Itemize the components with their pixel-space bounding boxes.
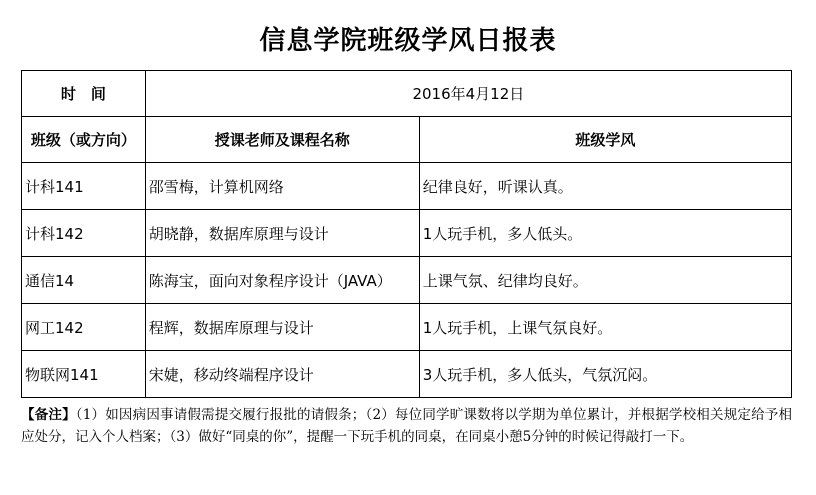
teacher-course-cell: 陈海宝，面向对象程序设计（JAVA）	[145, 257, 419, 304]
header-teacher-course: 授课老师及课程名称	[145, 117, 419, 163]
teacher-course-cell: 邵雪梅，计算机网络	[145, 163, 419, 210]
report-date: 2016年4月12日	[145, 71, 791, 117]
class-style-cell: 1人玩手机，上课气氛良好。	[419, 304, 791, 351]
header-row	[22, 117, 792, 163]
class-cell: 物联网141	[22, 351, 146, 398]
time-label: 时 间	[22, 71, 146, 117]
time-row	[22, 71, 792, 117]
header-class: 班级（或方向）	[22, 117, 146, 163]
class-cell: 网工142	[22, 304, 146, 351]
teacher-course-cell: 胡晓静，数据库原理与设计	[145, 210, 419, 257]
class-style-cell: 3人玩手机，多人低头，气氛沉闷。	[419, 351, 791, 398]
daily-report-table	[21, 70, 792, 398]
class-cell: 通信14	[22, 257, 146, 304]
table-row	[22, 163, 792, 210]
remarks	[21, 404, 792, 448]
class-style-cell: 上课气氛、纪律均良好。	[419, 257, 791, 304]
class-style-cell: 1人玩手机，多人低头。	[419, 210, 791, 257]
table-row	[22, 351, 792, 398]
class-cell: 计科142	[22, 210, 146, 257]
class-style-cell: 纪律良好，听课认真。	[419, 163, 791, 210]
header-class-style: 班级学风	[419, 117, 791, 163]
teacher-course-cell: 宋婕，移动终端程序设计	[145, 351, 419, 398]
page-title: 信息学院班级学风日报表	[259, 26, 557, 56]
table-row	[22, 210, 792, 257]
table-row	[22, 304, 792, 351]
table-row	[22, 257, 792, 304]
remarks-text: （1）如因病因事请假需提交履行报批的请假条；（2）每位同学旷课数将以学期为单位累计，并根据学校相关规定给予相应处分，记入个人档案；（3）做好“同桌的你”，提醒一下玩手机的同桌，在同桌小憩5分钟的时候记得敲打一下。	[21, 407, 792, 445]
teacher-course-cell: 程辉，数据库原理与设计	[145, 304, 419, 351]
remarks-label: 【备注】	[21, 407, 76, 423]
class-cell: 计科141	[22, 163, 146, 210]
